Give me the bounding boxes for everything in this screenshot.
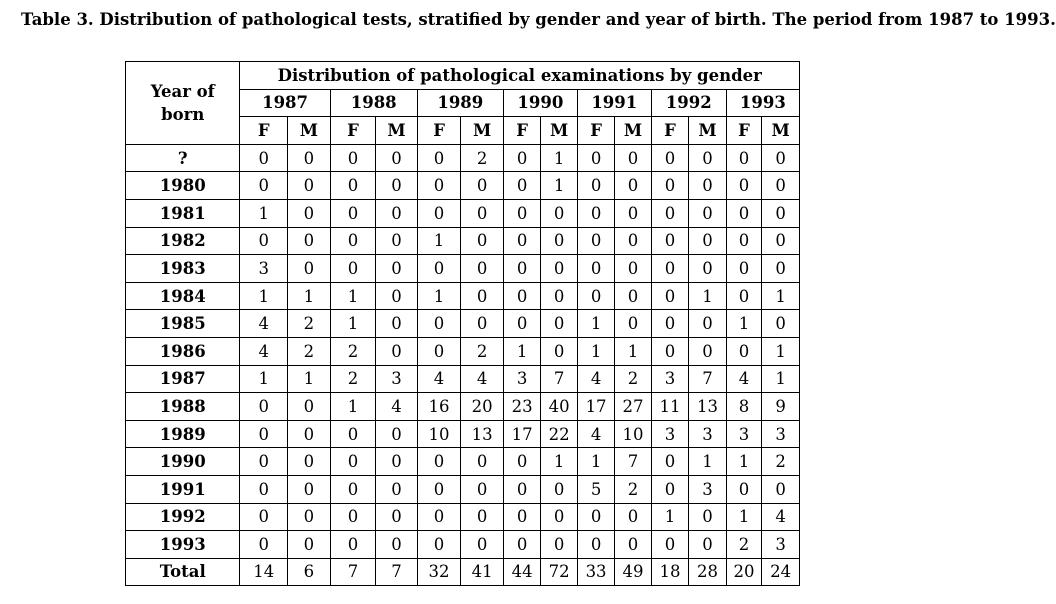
table-cell: 1 bbox=[577, 448, 614, 476]
year-header-1991: 1991 bbox=[577, 89, 651, 117]
table-cell: 18 bbox=[651, 558, 688, 586]
table-cell: 0 bbox=[689, 172, 726, 200]
table-row bbox=[126, 282, 800, 310]
table-cell: 20 bbox=[726, 558, 761, 586]
table-cell: 0 bbox=[376, 282, 418, 310]
table-cell: 2 bbox=[330, 365, 376, 393]
table-cell: 7 bbox=[330, 558, 376, 586]
table-cell: 0 bbox=[726, 172, 761, 200]
table-cell: 0 bbox=[503, 199, 540, 227]
group-header-row bbox=[126, 62, 800, 90]
distribution-table bbox=[125, 61, 800, 586]
table-cell: 7 bbox=[689, 365, 726, 393]
row-label: Total bbox=[126, 558, 240, 586]
table-cell: 0 bbox=[417, 531, 461, 559]
table-cell: 0 bbox=[689, 227, 726, 255]
row-label: 1986 bbox=[126, 337, 240, 365]
table-cell: 0 bbox=[541, 531, 577, 559]
table-row bbox=[126, 199, 800, 227]
table-cell: 0 bbox=[417, 475, 461, 503]
table-cell: 0 bbox=[651, 337, 688, 365]
table-cell: 0 bbox=[461, 503, 504, 531]
table-cell: 0 bbox=[376, 199, 418, 227]
table-cell: 0 bbox=[541, 227, 577, 255]
table-cell: 0 bbox=[376, 310, 418, 338]
table-cell: 1 bbox=[762, 337, 800, 365]
table-cell: 1 bbox=[330, 393, 376, 421]
table-cell: 0 bbox=[615, 144, 651, 172]
table-cell: 0 bbox=[240, 503, 288, 531]
table-cell: 0 bbox=[726, 255, 761, 283]
table-cell: 0 bbox=[651, 448, 688, 476]
table-cell: 33 bbox=[577, 558, 614, 586]
table-cell: 1 bbox=[240, 365, 288, 393]
table-cell: 1 bbox=[330, 310, 376, 338]
row-header-line2: born bbox=[161, 104, 205, 124]
table-row bbox=[126, 310, 800, 338]
table-cell: 1 bbox=[541, 448, 577, 476]
table-cell: 0 bbox=[330, 448, 376, 476]
table-cell: 49 bbox=[615, 558, 651, 586]
table-cell: 17 bbox=[577, 393, 614, 421]
gender-header-1990-F: F bbox=[503, 117, 540, 145]
table-cell: 0 bbox=[615, 172, 651, 200]
table-cell: 1 bbox=[541, 144, 577, 172]
table-cell: 2 bbox=[288, 337, 331, 365]
row-label: ? bbox=[126, 144, 240, 172]
row-label: 1990 bbox=[126, 448, 240, 476]
table-cell: 0 bbox=[461, 282, 504, 310]
table-body bbox=[126, 144, 800, 586]
table-cell: 0 bbox=[651, 227, 688, 255]
table-cell: 23 bbox=[503, 393, 540, 421]
row-label: 1988 bbox=[126, 393, 240, 421]
table-cell: 0 bbox=[726, 475, 761, 503]
table-cell: 0 bbox=[651, 172, 688, 200]
table-cell: 40 bbox=[541, 393, 577, 421]
table-cell: 0 bbox=[541, 282, 577, 310]
year-header-1987: 1987 bbox=[240, 89, 330, 117]
table-row bbox=[126, 448, 800, 476]
table-cell: 1 bbox=[762, 282, 800, 310]
gender-header-1987-F: F bbox=[240, 117, 288, 145]
table-cell: 3 bbox=[726, 420, 761, 448]
table-cell: 1 bbox=[726, 310, 761, 338]
gender-header-1992-F: F bbox=[651, 117, 688, 145]
table-row bbox=[126, 558, 800, 586]
table-cell: 0 bbox=[417, 503, 461, 531]
table-cell: 0 bbox=[288, 255, 331, 283]
table-cell: 0 bbox=[417, 172, 461, 200]
table-cell: 1 bbox=[651, 503, 688, 531]
table-cell: 2 bbox=[330, 337, 376, 365]
table-cell: 10 bbox=[417, 420, 461, 448]
table-cell: 0 bbox=[615, 503, 651, 531]
table-cell: 0 bbox=[503, 310, 540, 338]
gender-header-1987-M: M bbox=[288, 117, 331, 145]
table-cell: 1 bbox=[726, 448, 761, 476]
table-cell: 0 bbox=[461, 448, 504, 476]
table-cell: 0 bbox=[376, 227, 418, 255]
table-cell: 0 bbox=[726, 227, 761, 255]
table-cell: 0 bbox=[689, 503, 726, 531]
table-cell: 0 bbox=[461, 310, 504, 338]
table-cell: 0 bbox=[330, 144, 376, 172]
year-of-born-header bbox=[126, 62, 240, 145]
table-cell: 0 bbox=[726, 144, 761, 172]
table-cell: 1 bbox=[726, 503, 761, 531]
table-cell: 0 bbox=[376, 144, 418, 172]
table-cell: 1 bbox=[417, 227, 461, 255]
table-cell: 0 bbox=[689, 337, 726, 365]
table-cell: 6 bbox=[288, 558, 331, 586]
table-cell: 0 bbox=[762, 255, 800, 283]
table-cell: 0 bbox=[240, 448, 288, 476]
table-cell: 0 bbox=[240, 531, 288, 559]
table-cell: 0 bbox=[417, 310, 461, 338]
table-cell: 0 bbox=[762, 199, 800, 227]
table-cell: 0 bbox=[577, 144, 614, 172]
table-cell: 3 bbox=[240, 255, 288, 283]
table-cell: 0 bbox=[288, 503, 331, 531]
table-cell: 7 bbox=[376, 558, 418, 586]
table-cell: 0 bbox=[240, 393, 288, 421]
table-cell: 0 bbox=[288, 172, 331, 200]
table-cell: 0 bbox=[288, 448, 331, 476]
table-row bbox=[126, 172, 800, 200]
table-cell: 2 bbox=[762, 448, 800, 476]
table-cell: 0 bbox=[503, 503, 540, 531]
table-cell: 0 bbox=[762, 475, 800, 503]
table-cell: 0 bbox=[541, 255, 577, 283]
row-label: 1993 bbox=[126, 531, 240, 559]
table-row bbox=[126, 531, 800, 559]
table-cell: 0 bbox=[762, 172, 800, 200]
table-cell: 0 bbox=[417, 255, 461, 283]
table-cell: 32 bbox=[417, 558, 461, 586]
table-cell: 0 bbox=[503, 227, 540, 255]
row-label: 1981 bbox=[126, 199, 240, 227]
year-header-1988: 1988 bbox=[330, 89, 417, 117]
table-cell: 0 bbox=[376, 475, 418, 503]
table-cell: 0 bbox=[541, 337, 577, 365]
table-cell: 1 bbox=[689, 448, 726, 476]
table-cell: 0 bbox=[689, 199, 726, 227]
table-cell: 4 bbox=[726, 365, 761, 393]
row-label: 1982 bbox=[126, 227, 240, 255]
table-cell: 13 bbox=[689, 393, 726, 421]
table-cell: 0 bbox=[503, 255, 540, 283]
table-cell: 0 bbox=[417, 448, 461, 476]
table-cell: 0 bbox=[541, 199, 577, 227]
table-cell: 0 bbox=[615, 310, 651, 338]
table-cell: 0 bbox=[461, 255, 504, 283]
table-cell: 0 bbox=[376, 337, 418, 365]
table-cell: 2 bbox=[461, 337, 504, 365]
table-cell: 1 bbox=[577, 310, 614, 338]
table-cell: 28 bbox=[689, 558, 726, 586]
distribution-header: Distribution of pathological examinations by gender bbox=[240, 62, 800, 90]
table-cell: 0 bbox=[762, 144, 800, 172]
table-cell: 4 bbox=[240, 337, 288, 365]
table-cell: 3 bbox=[762, 531, 800, 559]
table-row bbox=[126, 393, 800, 421]
table-row bbox=[126, 503, 800, 531]
table-row bbox=[126, 365, 800, 393]
table-cell: 0 bbox=[615, 282, 651, 310]
row-label: 1984 bbox=[126, 282, 240, 310]
table-cell: 0 bbox=[376, 255, 418, 283]
table-cell: 0 bbox=[577, 255, 614, 283]
table-row bbox=[126, 144, 800, 172]
table-cell: 0 bbox=[689, 531, 726, 559]
table-cell: 0 bbox=[288, 227, 331, 255]
table-cell: 0 bbox=[330, 531, 376, 559]
table-cell: 0 bbox=[503, 531, 540, 559]
row-label: 1983 bbox=[126, 255, 240, 283]
table-cell: 0 bbox=[651, 475, 688, 503]
table-cell: 0 bbox=[288, 531, 331, 559]
gender-header-1989-F: F bbox=[417, 117, 461, 145]
table-cell: 0 bbox=[240, 475, 288, 503]
table-row bbox=[126, 420, 800, 448]
table-cell: 0 bbox=[503, 144, 540, 172]
table-cell: 27 bbox=[615, 393, 651, 421]
table-cell: 0 bbox=[330, 503, 376, 531]
table-cell: 0 bbox=[615, 531, 651, 559]
table-cell: 0 bbox=[689, 255, 726, 283]
table-cell: 0 bbox=[689, 144, 726, 172]
row-label: 1985 bbox=[126, 310, 240, 338]
table-cell: 7 bbox=[541, 365, 577, 393]
table-cell: 4 bbox=[762, 503, 800, 531]
gender-header-1991-F: F bbox=[577, 117, 614, 145]
table-cell: 0 bbox=[726, 199, 761, 227]
table-cell: 7 bbox=[615, 448, 651, 476]
table-cell: 9 bbox=[762, 393, 800, 421]
table-cell: 16 bbox=[417, 393, 461, 421]
table-cell: 0 bbox=[577, 531, 614, 559]
table-cell: 0 bbox=[577, 172, 614, 200]
table-cell: 4 bbox=[240, 310, 288, 338]
table-cell: 4 bbox=[376, 393, 418, 421]
table-cell: 0 bbox=[417, 337, 461, 365]
table-cell: 0 bbox=[461, 172, 504, 200]
table-cell: 44 bbox=[503, 558, 540, 586]
table-cell: 4 bbox=[461, 365, 504, 393]
year-header-1989: 1989 bbox=[417, 89, 503, 117]
table-cell: 0 bbox=[577, 503, 614, 531]
table-row bbox=[126, 337, 800, 365]
table-cell: 0 bbox=[762, 227, 800, 255]
row-label: 1992 bbox=[126, 503, 240, 531]
table-row bbox=[126, 475, 800, 503]
table-cell: 3 bbox=[689, 420, 726, 448]
year-header-1992: 1992 bbox=[651, 89, 726, 117]
table-cell: 8 bbox=[726, 393, 761, 421]
table-cell: 20 bbox=[461, 393, 504, 421]
table-cell: 0 bbox=[461, 531, 504, 559]
table-cell: 2 bbox=[726, 531, 761, 559]
table-cell: 0 bbox=[376, 420, 418, 448]
table-cell: 1 bbox=[330, 282, 376, 310]
table-cell: 0 bbox=[503, 172, 540, 200]
table-cell: 1 bbox=[762, 365, 800, 393]
table-cell: 0 bbox=[577, 199, 614, 227]
table-row bbox=[126, 255, 800, 283]
table-cell: 1 bbox=[577, 337, 614, 365]
table-cell: 0 bbox=[762, 310, 800, 338]
table-cell: 2 bbox=[615, 365, 651, 393]
table-cell: 0 bbox=[651, 199, 688, 227]
table-cell: 0 bbox=[376, 172, 418, 200]
table-cell: 4 bbox=[577, 365, 614, 393]
table-cell: 0 bbox=[577, 282, 614, 310]
table-cell: 0 bbox=[240, 227, 288, 255]
table-cell: 0 bbox=[240, 144, 288, 172]
table-cell: 0 bbox=[651, 531, 688, 559]
table-caption: Table 3. Distribution of pathological tests, stratified by gender and year of birth. The period from 1987 to 1993. bbox=[21, 10, 1056, 29]
table-cell: 3 bbox=[689, 475, 726, 503]
row-header-line1: Year of bbox=[150, 81, 215, 101]
gender-header-1991-M: M bbox=[615, 117, 651, 145]
year-header-1993: 1993 bbox=[726, 89, 799, 117]
table-cell: 0 bbox=[330, 199, 376, 227]
table-cell: 22 bbox=[541, 420, 577, 448]
table-cell: 0 bbox=[461, 199, 504, 227]
year-header-1990: 1990 bbox=[503, 89, 577, 117]
row-label: 1989 bbox=[126, 420, 240, 448]
gender-header-1990-M: M bbox=[541, 117, 577, 145]
table-cell: 0 bbox=[651, 310, 688, 338]
table-cell: 14 bbox=[240, 558, 288, 586]
table-cell: 2 bbox=[288, 310, 331, 338]
table-cell: 1 bbox=[541, 172, 577, 200]
table-cell: 1 bbox=[240, 199, 288, 227]
table-cell: 0 bbox=[615, 227, 651, 255]
table-cell: 24 bbox=[762, 558, 800, 586]
table-cell: 0 bbox=[417, 199, 461, 227]
table-cell: 3 bbox=[651, 365, 688, 393]
table-cell: 3 bbox=[503, 365, 540, 393]
table-cell: 1 bbox=[288, 365, 331, 393]
table-cell: 0 bbox=[330, 475, 376, 503]
table-cell: 0 bbox=[288, 393, 331, 421]
table-cell: 0 bbox=[330, 255, 376, 283]
table-cell: 0 bbox=[240, 420, 288, 448]
table-cell: 3 bbox=[651, 420, 688, 448]
table-cell: 4 bbox=[577, 420, 614, 448]
table-cell: 4 bbox=[417, 365, 461, 393]
table-cell: 41 bbox=[461, 558, 504, 586]
table-cell: 0 bbox=[651, 144, 688, 172]
table-cell: 10 bbox=[615, 420, 651, 448]
table-cell: 1 bbox=[503, 337, 540, 365]
gender-header-1988-F: F bbox=[330, 117, 376, 145]
row-label: 1980 bbox=[126, 172, 240, 200]
table-cell: 1 bbox=[417, 282, 461, 310]
table-cell: 13 bbox=[461, 420, 504, 448]
gender-header-1993-F: F bbox=[726, 117, 761, 145]
table-cell: 0 bbox=[689, 310, 726, 338]
table-cell: 0 bbox=[376, 531, 418, 559]
table-cell: 0 bbox=[330, 420, 376, 448]
table-cell: 0 bbox=[651, 255, 688, 283]
table-cell: 0 bbox=[577, 227, 614, 255]
table-cell: 1 bbox=[240, 282, 288, 310]
table-cell: 0 bbox=[288, 199, 331, 227]
gender-header-1992-M: M bbox=[689, 117, 726, 145]
table-cell: 0 bbox=[503, 448, 540, 476]
gender-header-1993-M: M bbox=[762, 117, 800, 145]
gender-header-1988-M: M bbox=[376, 117, 418, 145]
table-cell: 0 bbox=[541, 503, 577, 531]
table-cell: 0 bbox=[651, 282, 688, 310]
row-label: 1987 bbox=[126, 365, 240, 393]
table-cell: 3 bbox=[762, 420, 800, 448]
table-cell: 0 bbox=[503, 282, 540, 310]
table-cell: 0 bbox=[376, 503, 418, 531]
table-cell: 11 bbox=[651, 393, 688, 421]
table-cell: 0 bbox=[541, 310, 577, 338]
table-cell: 0 bbox=[615, 199, 651, 227]
table-cell: 0 bbox=[726, 282, 761, 310]
table-cell: 0 bbox=[541, 475, 577, 503]
row-label: 1991 bbox=[126, 475, 240, 503]
table-cell: 0 bbox=[461, 475, 504, 503]
table-cell: 2 bbox=[615, 475, 651, 503]
table-cell: 1 bbox=[288, 282, 331, 310]
table-row bbox=[126, 227, 800, 255]
table-cell: 1 bbox=[615, 337, 651, 365]
table-cell: 2 bbox=[461, 144, 504, 172]
table-cell: 0 bbox=[461, 227, 504, 255]
table-cell: 0 bbox=[330, 172, 376, 200]
table-cell: 0 bbox=[503, 475, 540, 503]
table-cell: 0 bbox=[288, 475, 331, 503]
table-cell: 3 bbox=[376, 365, 418, 393]
table-cell: 0 bbox=[330, 227, 376, 255]
table-cell: 17 bbox=[503, 420, 540, 448]
gender-header-1989-M: M bbox=[461, 117, 504, 145]
table-cell: 0 bbox=[615, 255, 651, 283]
table-cell: 0 bbox=[376, 448, 418, 476]
table-cell: 0 bbox=[288, 420, 331, 448]
table-cell: 0 bbox=[288, 144, 331, 172]
table-cell: 0 bbox=[726, 337, 761, 365]
table-cell: 0 bbox=[240, 172, 288, 200]
table-cell: 72 bbox=[541, 558, 577, 586]
table-cell: 0 bbox=[417, 144, 461, 172]
table-cell: 1 bbox=[689, 282, 726, 310]
table-cell: 5 bbox=[577, 475, 614, 503]
